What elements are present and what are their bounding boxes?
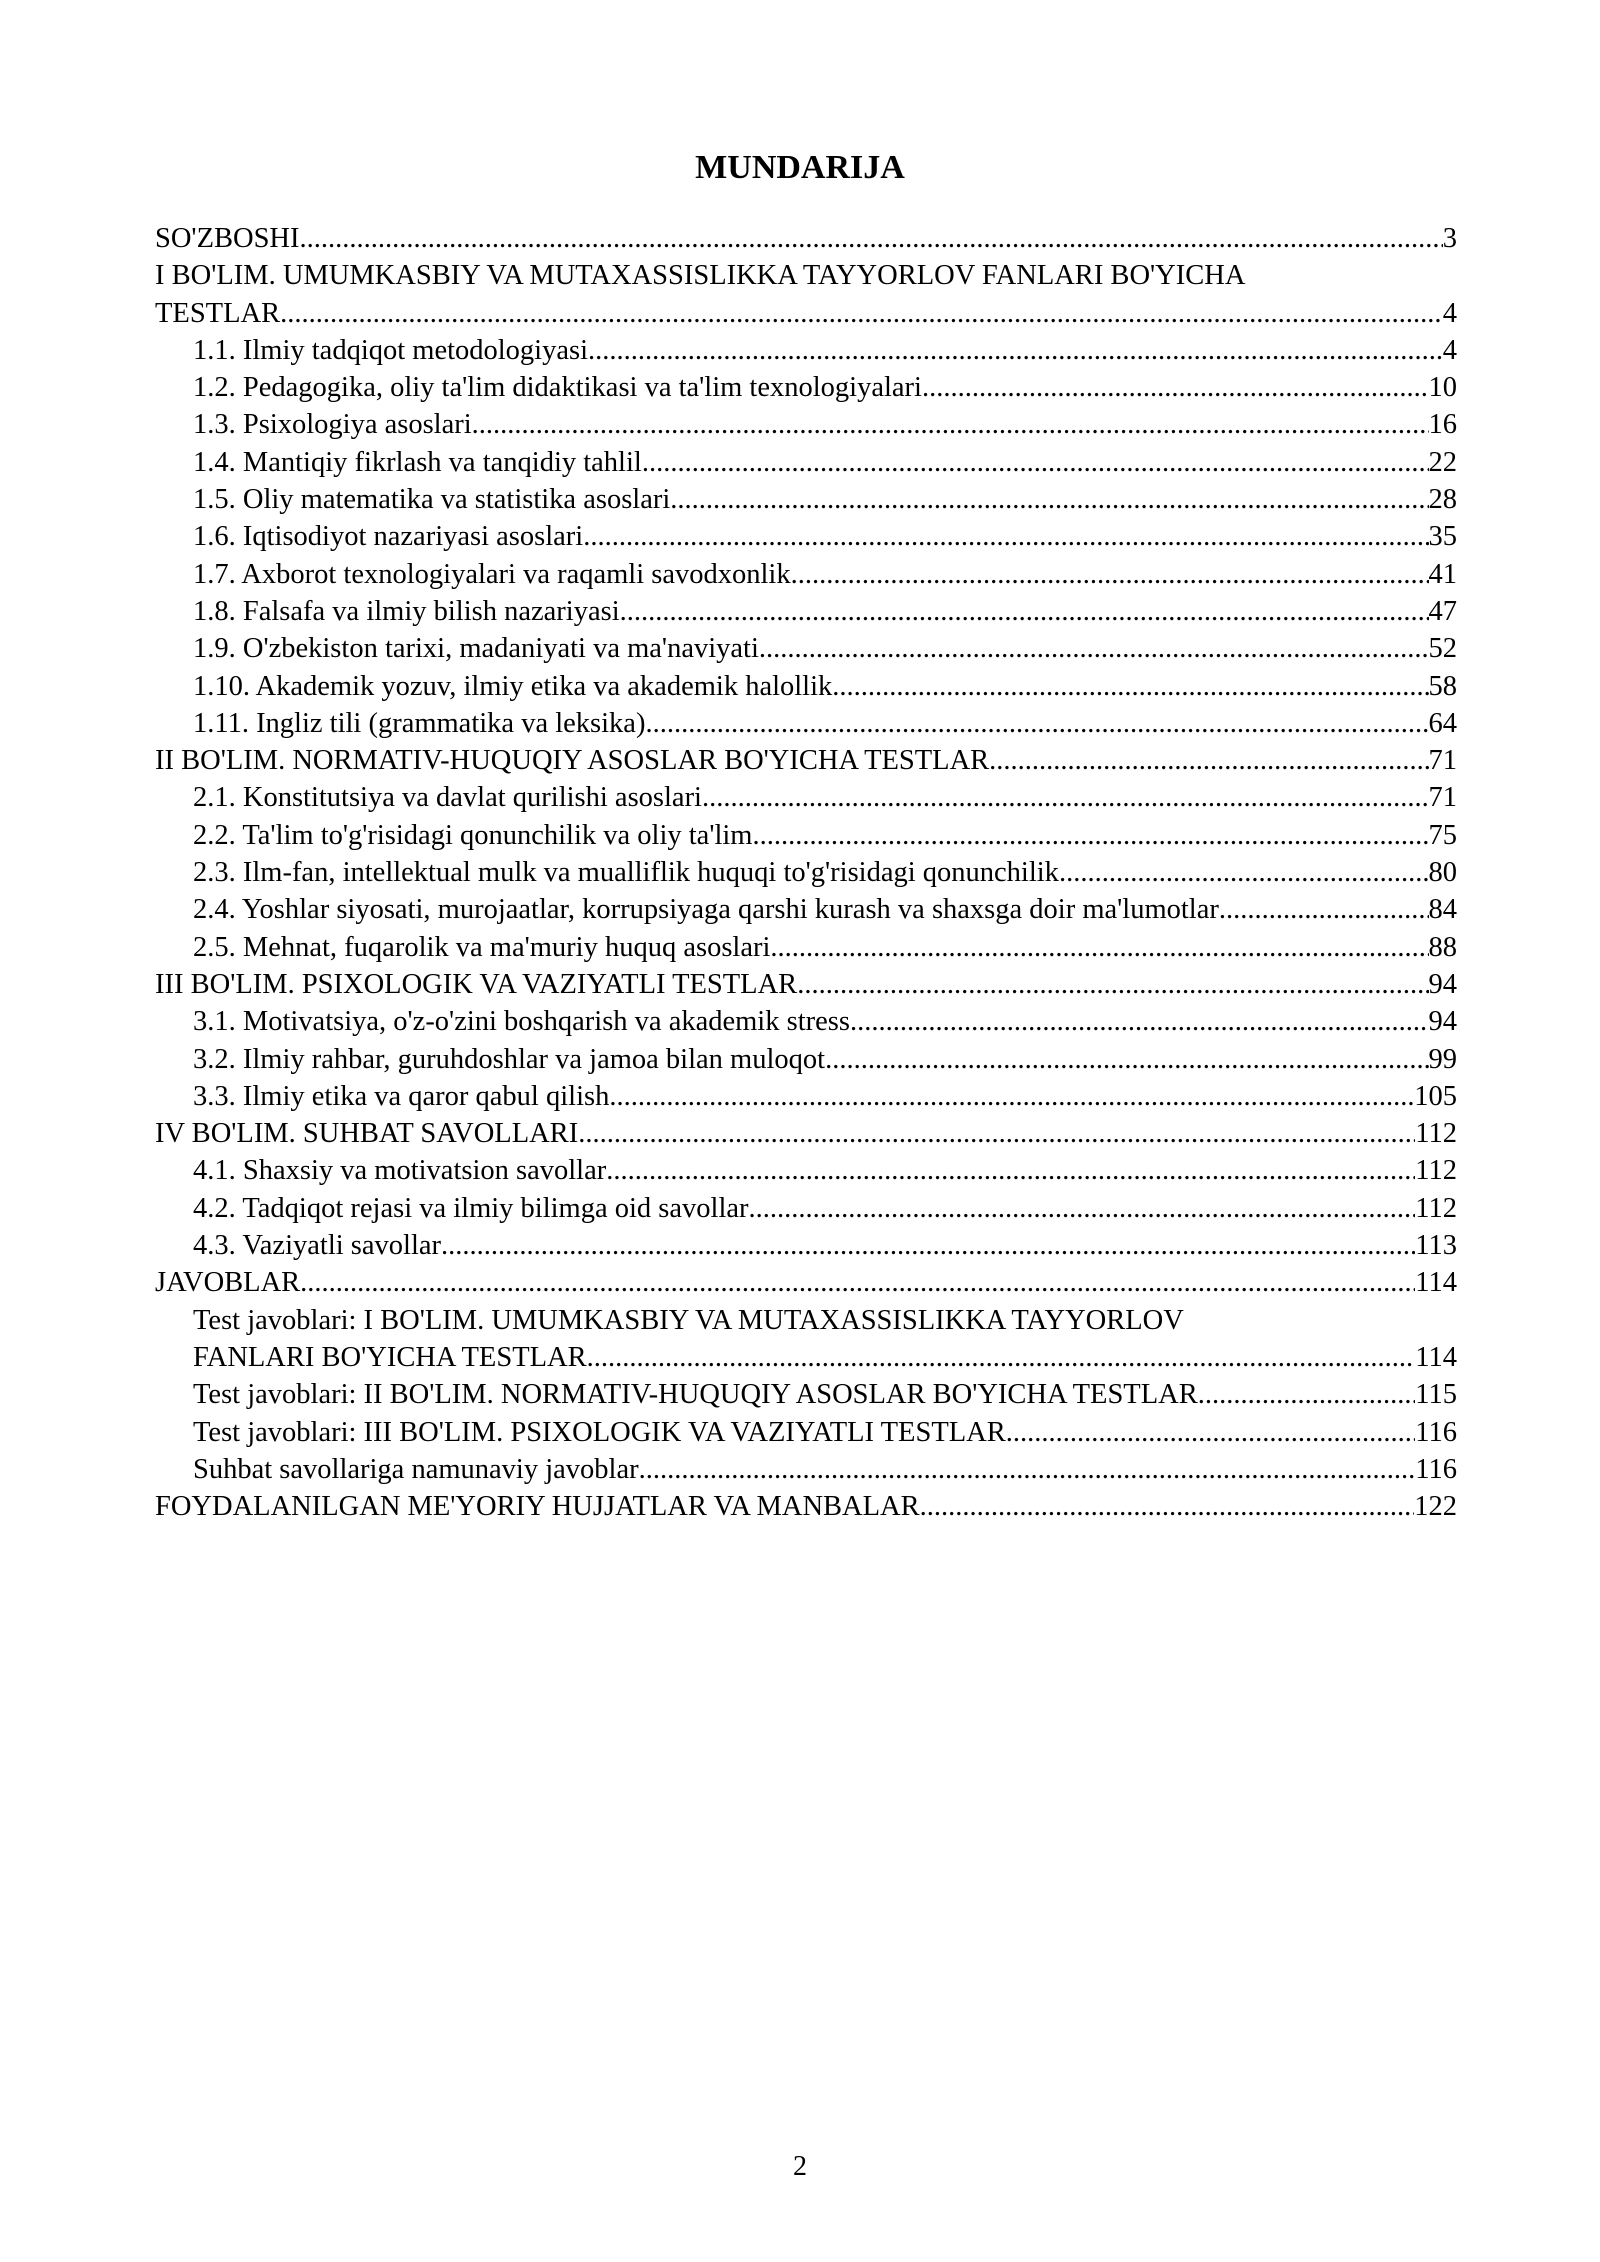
toc-entry-page: 114	[1415, 1341, 1457, 1373]
toc-entry-page: 64	[1428, 707, 1457, 739]
toc-entry-title: SO'ZBOSHI	[155, 223, 300, 254]
toc-entry-title: 4.2. Tadqiqot rejasi va ilmiy bilimga oid savollar	[193, 1192, 749, 1224]
toc-entry-page: 114	[1415, 1267, 1457, 1299]
toc-entry[interactable]	[155, 1078, 1457, 1115]
dot-leader	[280, 295, 1443, 332]
toc-entry-title: 1.11. Ingliz tili (grammatika va leksika)	[193, 707, 646, 739]
toc-entry[interactable]	[155, 406, 1457, 443]
toc-entry[interactable]	[155, 929, 1457, 966]
dot-leader	[609, 1078, 1414, 1115]
toc-entry[interactable]	[155, 705, 1457, 742]
toc-entry[interactable]	[155, 220, 1457, 257]
toc-entry-title: III BO'LIM. PSIXOLOGIK VA VAZIYATLI TESTLAR	[155, 968, 798, 1000]
dot-leader	[752, 817, 1428, 854]
toc-entry-title: TESTLAR	[155, 297, 281, 329]
toc-entry-page: 28	[1428, 484, 1457, 516]
toc-entry-page: 99	[1428, 1043, 1457, 1075]
toc-entry-page: 41	[1428, 558, 1457, 590]
toc-entry[interactable]	[155, 556, 1457, 593]
toc-entry-title: 1.2. Pedagogika, oliy ta'lim didaktikasi va ta'lim texnologiyalari	[193, 372, 922, 404]
toc-entry[interactable]	[155, 1115, 1457, 1152]
toc-entry-title: 2.3. Ilm-fan, intellektual mulk va mualliflik huquqi to'g'risidagi qonunchilik	[193, 857, 1059, 889]
dot-leader	[642, 444, 1429, 481]
dot-leader	[1198, 1376, 1416, 1413]
toc-entry-page: 10	[1428, 372, 1457, 404]
toc-entry-page: 4	[1442, 334, 1457, 366]
dot-leader	[441, 1227, 1415, 1264]
dot-leader	[587, 1339, 1416, 1376]
dot-leader	[702, 779, 1429, 816]
toc-entry-page: 112	[1415, 1192, 1457, 1224]
toc-entry[interactable]	[155, 332, 1457, 369]
dot-leader	[759, 630, 1429, 667]
toc-entry[interactable]	[155, 1190, 1457, 1227]
dot-leader	[639, 1451, 1416, 1488]
dot-leader	[749, 1190, 1416, 1227]
dot-leader	[825, 1041, 1428, 1078]
toc-entry-line: Test javoblari: I BO'LIM. UMUMKASBIY VA MUTAXASSISLIKKA TAYYORLOV	[193, 1304, 1184, 1336]
toc-entry-title: 1.6. Iqtisodiyot nazariyasi asoslari	[193, 521, 584, 553]
toc-entry-page: 94	[1428, 1006, 1457, 1038]
toc-entry[interactable]	[155, 1414, 1457, 1451]
toc-entry[interactable]	[155, 295, 1457, 332]
toc-entry[interactable]	[155, 891, 1457, 928]
toc-entry[interactable]	[155, 593, 1457, 630]
toc-entry-title: 3.3. Ilmiy etika va qaror qabul qilish	[193, 1080, 610, 1112]
toc-entry-title: 1.4. Mantiqiy fikrlash va tanqidiy tahlil	[193, 446, 642, 478]
toc-entry-title: 1.3. Psixologiya asoslari	[193, 409, 472, 441]
toc-entry[interactable]	[155, 817, 1457, 854]
toc-entry[interactable]	[155, 1041, 1457, 1078]
toc-entry[interactable]	[155, 630, 1457, 667]
dot-leader	[791, 556, 1429, 593]
toc-entry-title: 1.9. O'zbekiston tarixi, madaniyati va ma'naviyati	[193, 633, 759, 665]
toc-entry[interactable]	[155, 1376, 1457, 1413]
dot-leader	[472, 406, 1429, 443]
toc-entry-title: 2.1. Konstitutsiya va davlat qurilishi asoslari	[193, 782, 702, 814]
dot-leader	[1059, 854, 1429, 891]
toc-entry[interactable]	[155, 1339, 1457, 1376]
toc-entry-title: 1.8. Falsafa va ilmiy bilish nazariyasi	[193, 595, 620, 627]
toc-entry[interactable]	[155, 369, 1457, 406]
toc-entry[interactable]	[155, 444, 1457, 481]
toc-entry[interactable]	[155, 1488, 1457, 1525]
toc-entry-page: 71	[1428, 782, 1457, 814]
toc-entry-title: 4.1. Shaxsiy va motivatsion savollar	[193, 1155, 607, 1187]
toc-entry-page: 115	[1415, 1379, 1457, 1411]
toc-entry-page: 35	[1428, 521, 1457, 553]
toc-entry-page: 105	[1414, 1080, 1457, 1112]
toc-entry-page: 88	[1428, 931, 1457, 963]
dot-leader	[1006, 1414, 1416, 1451]
toc-entry-title: 2.5. Mehnat, fuqarolik va ma'muriy huquq asoslari	[193, 931, 771, 963]
toc-entry-title: Suhbat savollariga namunaviy javoblar	[193, 1453, 639, 1485]
page-title: MUNDARIJA	[695, 149, 905, 186]
toc-entry-title: 1.1. Ilmiy tadqiqot metodologiyasi	[193, 334, 589, 366]
toc-entry-page: 71	[1428, 745, 1457, 777]
toc-entry-title: Test javoblari: III BO'LIM. PSIXOLOGIK VA VAZIYATLI TESTLAR	[193, 1416, 1006, 1448]
dot-leader	[797, 966, 1428, 1003]
dot-leader	[920, 1488, 1415, 1525]
toc-entry[interactable]	[155, 742, 1457, 779]
dot-leader	[922, 369, 1429, 406]
toc-entry-title: 3.1. Motivatsiya, o'z-o'zini boshqarish va akademik stress	[193, 1006, 850, 1038]
toc-entry[interactable]	[155, 1451, 1457, 1488]
toc-entry-page: 113	[1415, 1230, 1457, 1262]
toc-entry-page: 112	[1415, 1155, 1457, 1187]
dot-leader	[300, 220, 1443, 257]
toc-entry-page: 3	[1442, 223, 1457, 254]
toc-entry-title: 1.7. Axborot texnologiyalari va raqamli savodxonlik	[193, 558, 791, 590]
dot-leader	[620, 593, 1429, 630]
dot-leader	[606, 1152, 1415, 1189]
toc-entry[interactable]	[155, 668, 1457, 705]
toc-entry-page: 16	[1428, 409, 1457, 441]
toc-entry[interactable]	[155, 1227, 1457, 1264]
toc-entry-title: 2.2. Ta'lim to'g'risidagi qonunchilik va oliy ta'lim	[193, 819, 753, 851]
dot-leader	[670, 481, 1428, 518]
dot-leader	[1219, 891, 1429, 928]
toc-entry-page: 4	[1442, 297, 1457, 329]
dot-leader	[645, 705, 1428, 742]
dot-leader	[770, 929, 1428, 966]
dot-leader	[832, 668, 1428, 705]
toc-entry-page: 75	[1428, 819, 1457, 851]
dot-leader	[588, 332, 1443, 369]
toc-entry-page: 80	[1428, 857, 1457, 889]
toc-entry-title: FOYDALANILGAN ME'YORIY HUJJATLAR VA MANBALAR	[155, 1491, 920, 1523]
toc-entry-page: 116	[1415, 1416, 1457, 1448]
toc-entry-title: 3.2. Ilmiy rahbar, guruhdoshlar va jamoa bilan muloqot	[193, 1043, 826, 1075]
toc-entry-page: 116	[1415, 1453, 1457, 1485]
dot-leader	[583, 518, 1428, 555]
toc-entry-title: 2.4. Yoshlar siyosati, murojaatlar, korrupsiyaga qarshi kurash va shaxsga doir ma'lumotlar	[193, 894, 1219, 926]
dot-leader	[300, 1264, 1415, 1301]
toc-entry[interactable]	[155, 1264, 1457, 1301]
toc-entry-title: 1.10. Akademik yozuv, ilmiy etika va akademik halollik	[193, 670, 833, 702]
toc-entry[interactable]	[155, 481, 1457, 518]
toc-entry[interactable]	[155, 779, 1457, 816]
toc-entry-title: 1.5. Oliy matematika va statistika asoslari	[193, 484, 671, 516]
toc-entry-page: 84	[1428, 894, 1457, 926]
toc-entry-page: 22	[1428, 446, 1457, 478]
toc-entry[interactable]	[155, 1152, 1457, 1189]
toc-entry-title: II BO'LIM. NORMATIV-HUQUQIY ASOSLAR BO'YICHA TESTLAR	[155, 745, 990, 777]
toc-entry-title: IV BO'LIM. SUHBAT SAVOLLARI	[155, 1118, 579, 1150]
toc-entry-title: 4.3. Vaziyatli savollar	[193, 1230, 441, 1262]
toc-entry-page: 52	[1428, 633, 1457, 665]
toc-entry-page: 122	[1414, 1491, 1457, 1523]
toc-entry-page: 112	[1415, 1118, 1457, 1150]
dot-leader	[989, 742, 1428, 779]
toc-entry-page: 58	[1428, 670, 1457, 702]
toc-entry-title: JAVOBLAR	[155, 1267, 301, 1299]
page-number: 2	[793, 2151, 807, 2182]
toc-entry-title: Test javoblari: II BO'LIM. NORMATIV-HUQUQIY ASOSLAR BO'YICHA TESTLAR	[193, 1379, 1198, 1411]
toc-entry[interactable]	[155, 854, 1457, 891]
toc-entry-line: I BO'LIM. UMUMKASBIY VA MUTAXASSISLIKKA TAYYORLOV FANLARI BO'YICHA	[155, 260, 1246, 292]
toc-entry[interactable]	[155, 518, 1457, 555]
toc-entry[interactable]	[155, 1003, 1457, 1040]
dot-leader	[578, 1115, 1415, 1152]
dot-leader	[850, 1003, 1429, 1040]
toc-entry-title: FANLARI BO'YICHA TESTLAR	[193, 1341, 587, 1373]
toc-entry[interactable]	[155, 966, 1457, 1003]
toc-entry-page: 47	[1428, 595, 1457, 627]
toc-entry-page: 94	[1428, 968, 1457, 1000]
table-of-contents	[155, 220, 1457, 1525]
